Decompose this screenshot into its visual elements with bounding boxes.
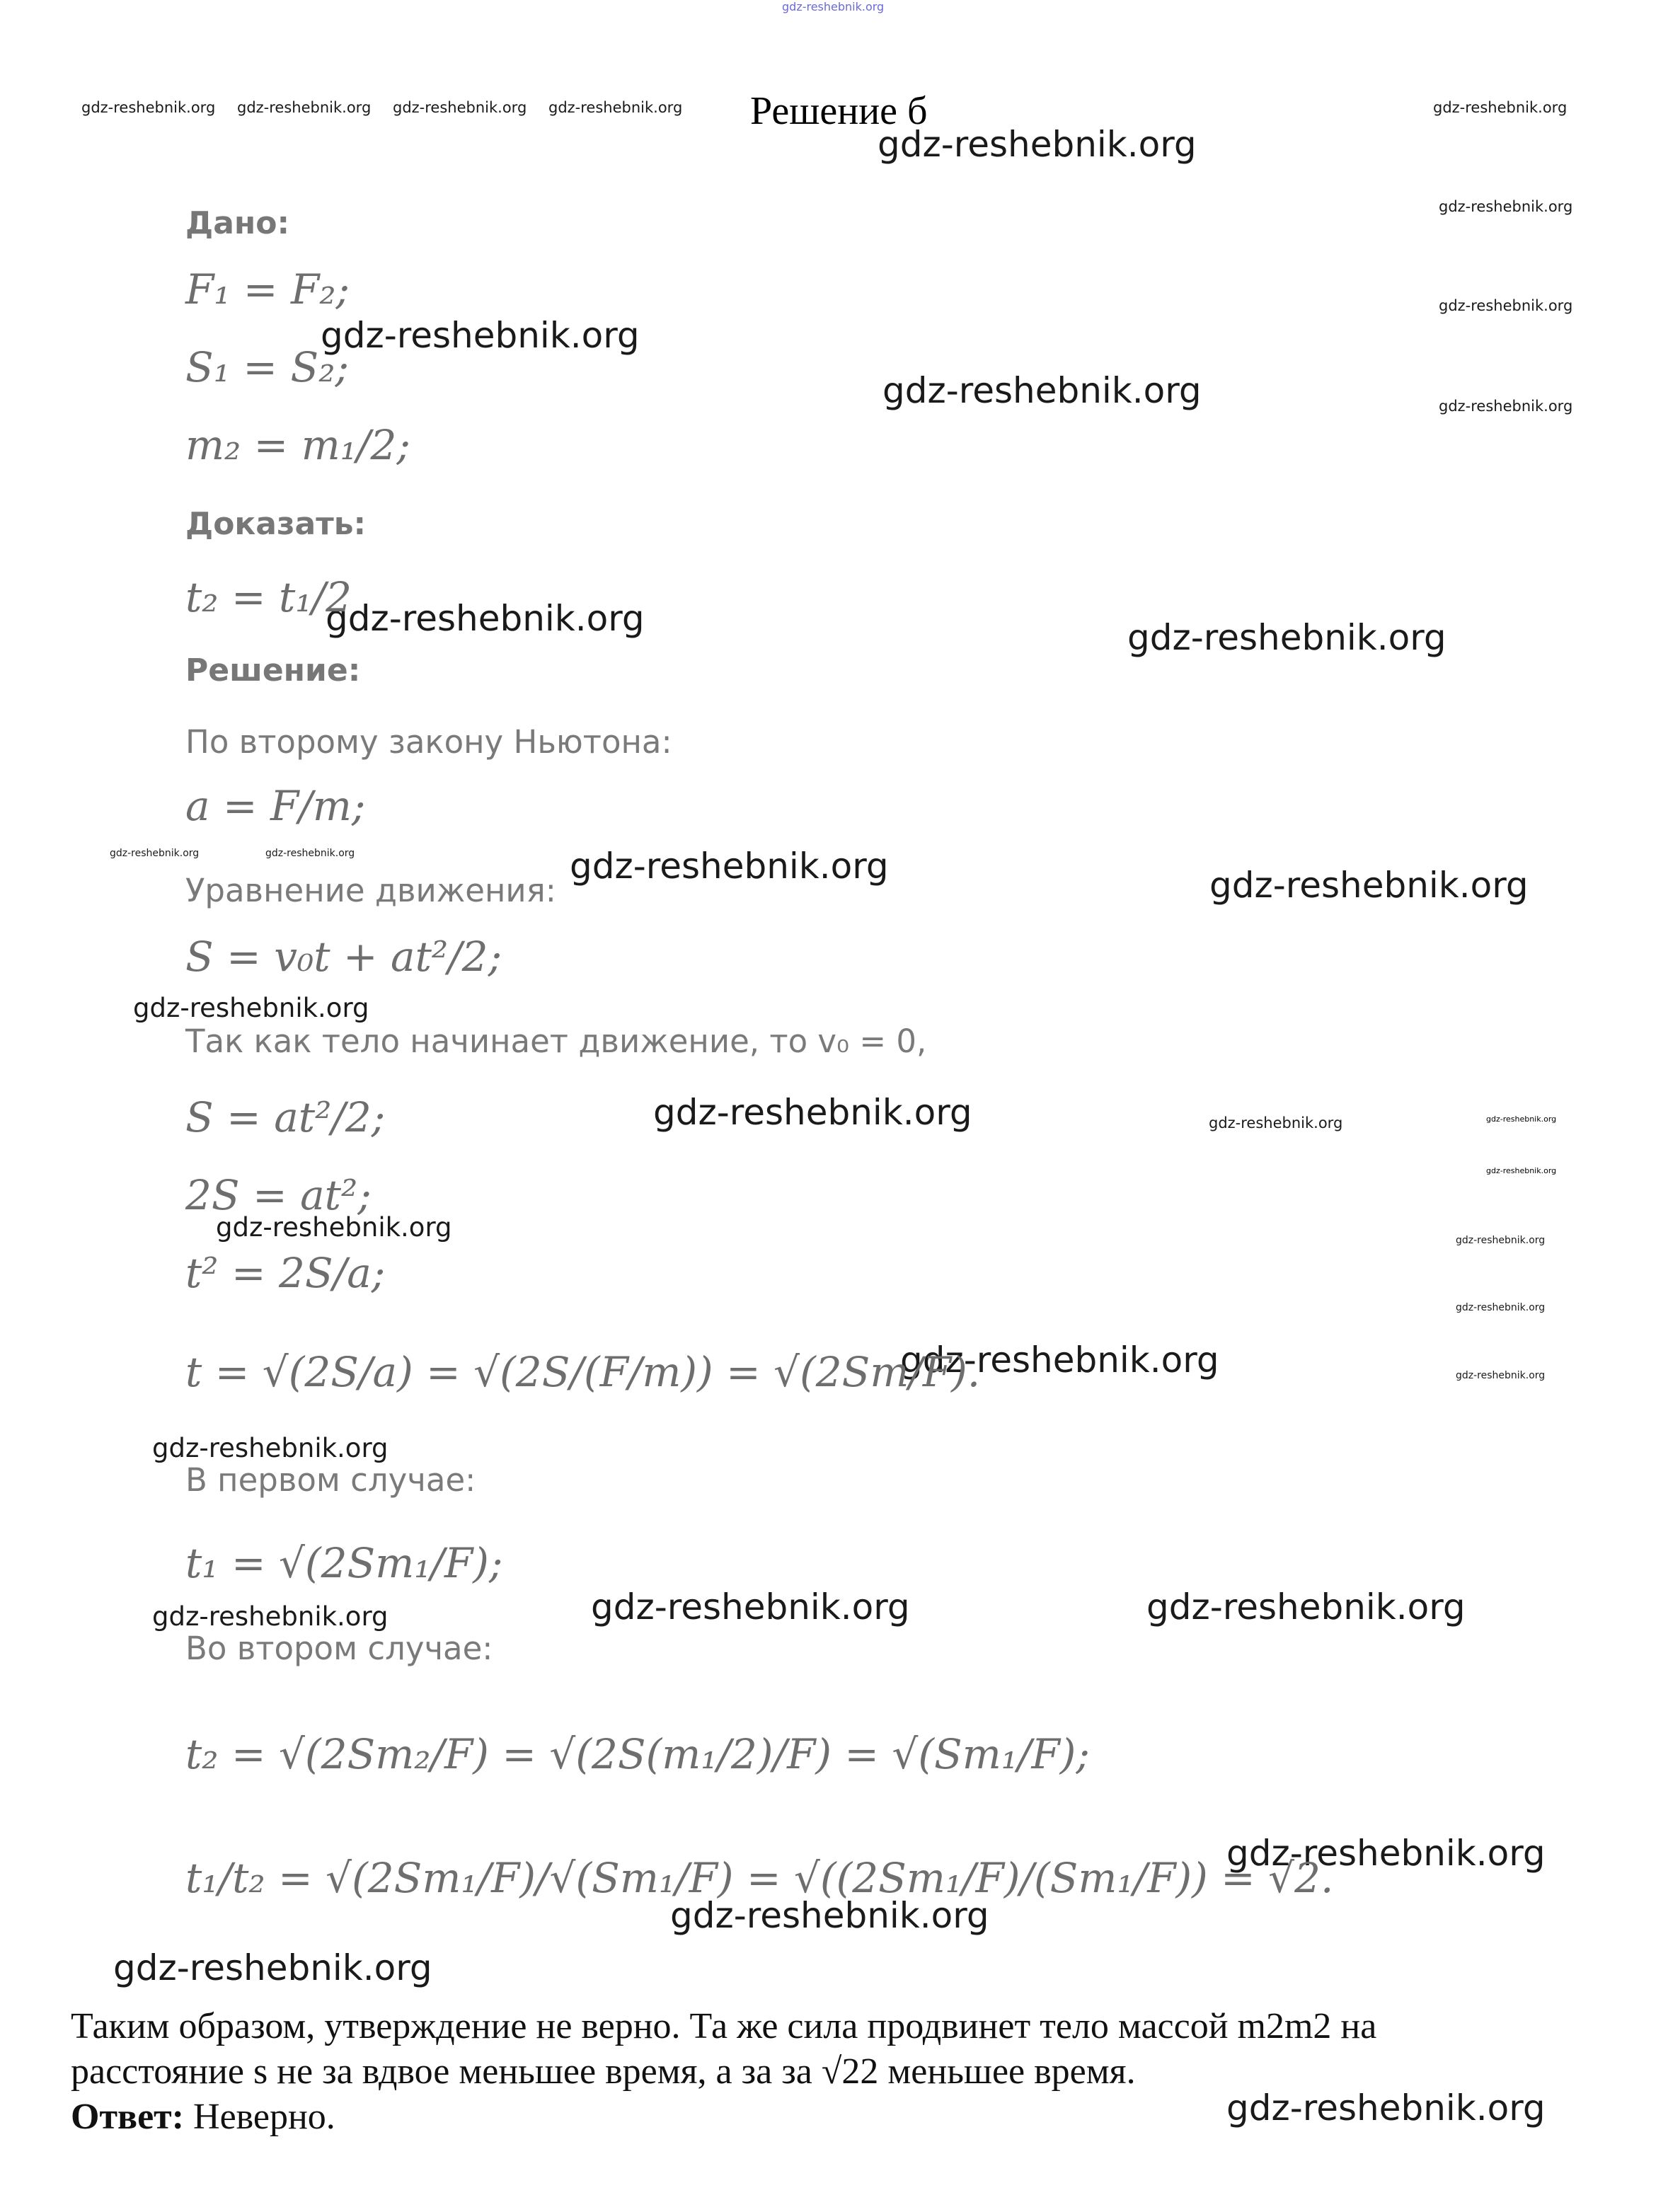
- watermark: gdz-reshebnik.org: [1456, 1235, 1546, 1246]
- watermark: gdz-reshebnik.org: [237, 99, 372, 116]
- watermark: gdz-reshebnik.org: [591, 1586, 910, 1628]
- eq-2s: 2S = at²;: [185, 1171, 372, 1219]
- watermark: gdz-reshebnik.org: [1433, 99, 1568, 116]
- answer-line: [71, 2095, 335, 2140]
- watermark: gdz-reshebnik.org: [670, 1895, 989, 1936]
- watermark: gdz-reshebnik.org: [878, 124, 1197, 165]
- answer-value: Неверно.: [184, 2097, 335, 2137]
- watermark: gdz-reshebnik.org: [1146, 1586, 1466, 1628]
- watermark: gdz-reshebnik.org: [113, 1947, 432, 1988]
- given-line-1: F₁ = F₂;: [185, 265, 350, 313]
- start-text: Так как тело начинает движение, то v₀ = 0,: [185, 1023, 927, 1060]
- watermark: gdz-reshebnik.org: [1439, 297, 1573, 314]
- given-heading: Дано:: [185, 205, 290, 241]
- prove-line: t₂ = t₁/2: [185, 573, 352, 621]
- watermark-top: gdz-reshebnik.org: [782, 0, 885, 13]
- watermark: gdz-reshebnik.org: [1226, 2087, 1546, 2129]
- watermark: gdz-reshebnik.org: [152, 1601, 389, 1632]
- watermark: gdz-reshebnik.org: [1439, 198, 1573, 215]
- watermark: gdz-reshebnik.org: [882, 370, 1202, 411]
- watermark: gdz-reshebnik.org: [1456, 1370, 1546, 1381]
- watermark: gdz-reshebnik.org: [548, 99, 683, 116]
- watermark: gdz-reshebnik.org: [393, 99, 527, 116]
- newton-text: По второму закону Ньютона:: [185, 723, 672, 761]
- answer-label: Ответ:: [71, 2097, 185, 2137]
- page-title: Решение б: [750, 89, 928, 133]
- eq-ratio: t₁/t₂ = √(2Sm₁/F)/√(Sm₁/F) = √((2Sm₁/F)/(Sm₁/F)) = √2.: [185, 1854, 1334, 1902]
- conclusion-line-1: Таким образом, утверждение не верно. Та же сила продвинет тело массой m2m2 на: [71, 2006, 1377, 2046]
- solution-heading: Решение:: [185, 652, 361, 689]
- watermark: gdz-reshebnik.org: [152, 1433, 389, 1463]
- second-case-text: Во втором случае:: [185, 1630, 493, 1667]
- watermark: gdz-reshebnik.org: [133, 993, 369, 1023]
- prove-heading: Доказать:: [185, 506, 367, 542]
- watermark: gdz-reshebnik.org: [326, 598, 645, 639]
- given-line-3: m₂ = m₁/2;: [185, 421, 410, 469]
- watermark: gdz-reshebnik.org: [216, 1212, 452, 1243]
- watermark: gdz-reshebnik.org: [1486, 1166, 1557, 1175]
- watermark: gdz-reshebnik.org: [570, 846, 889, 887]
- eq-s: S = at²/2;: [185, 1093, 386, 1141]
- watermark: gdz-reshebnik.org: [1456, 1302, 1546, 1313]
- watermark: gdz-reshebnik.org: [1209, 865, 1529, 906]
- eq-t-squared: t² = 2S/a;: [185, 1249, 386, 1297]
- eq-t2-case: t₂ = √(2Sm₂/F) = √(2S(m₁/2)/F) = √(Sm₁/F);: [185, 1730, 1090, 1778]
- eq-t1: t₁ = √(2Sm₁/F);: [185, 1539, 503, 1587]
- watermark: gdz-reshebnik.org: [653, 1092, 972, 1133]
- motion-text: Уравнение движения:: [185, 872, 556, 909]
- watermark: gdz-reshebnik.org: [900, 1340, 1219, 1381]
- watermark: gdz-reshebnik.org: [1226, 1833, 1546, 1874]
- eq-acceleration: a = F/m;: [185, 782, 366, 830]
- watermark: gdz-reshebnik.org: [1486, 1114, 1557, 1124]
- watermark: gdz-reshebnik.org: [265, 848, 355, 859]
- given-line-2: S₁ = S₂;: [185, 343, 349, 391]
- watermark: gdz-reshebnik.org: [1127, 617, 1446, 658]
- eq-motion: S = v₀t + at²/2;: [185, 933, 502, 981]
- conclusion-line-2: расстояние s не за вдвое меньшее время, а за за √22 меньшее время.: [71, 2051, 1136, 2092]
- watermark: gdz-reshebnik.org: [110, 848, 200, 859]
- first-case-text: В первом случае:: [185, 1461, 476, 1499]
- watermark: gdz-reshebnik.org: [321, 315, 640, 356]
- watermark: gdz-reshebnik.org: [1439, 398, 1573, 415]
- watermark: gdz-reshebnik.org: [81, 99, 216, 116]
- watermark: gdz-reshebnik.org: [1209, 1114, 1343, 1131]
- eq-t: t = √(2S/a) = √(2S/(F/m)) = √(2Sm/F).: [185, 1348, 981, 1396]
